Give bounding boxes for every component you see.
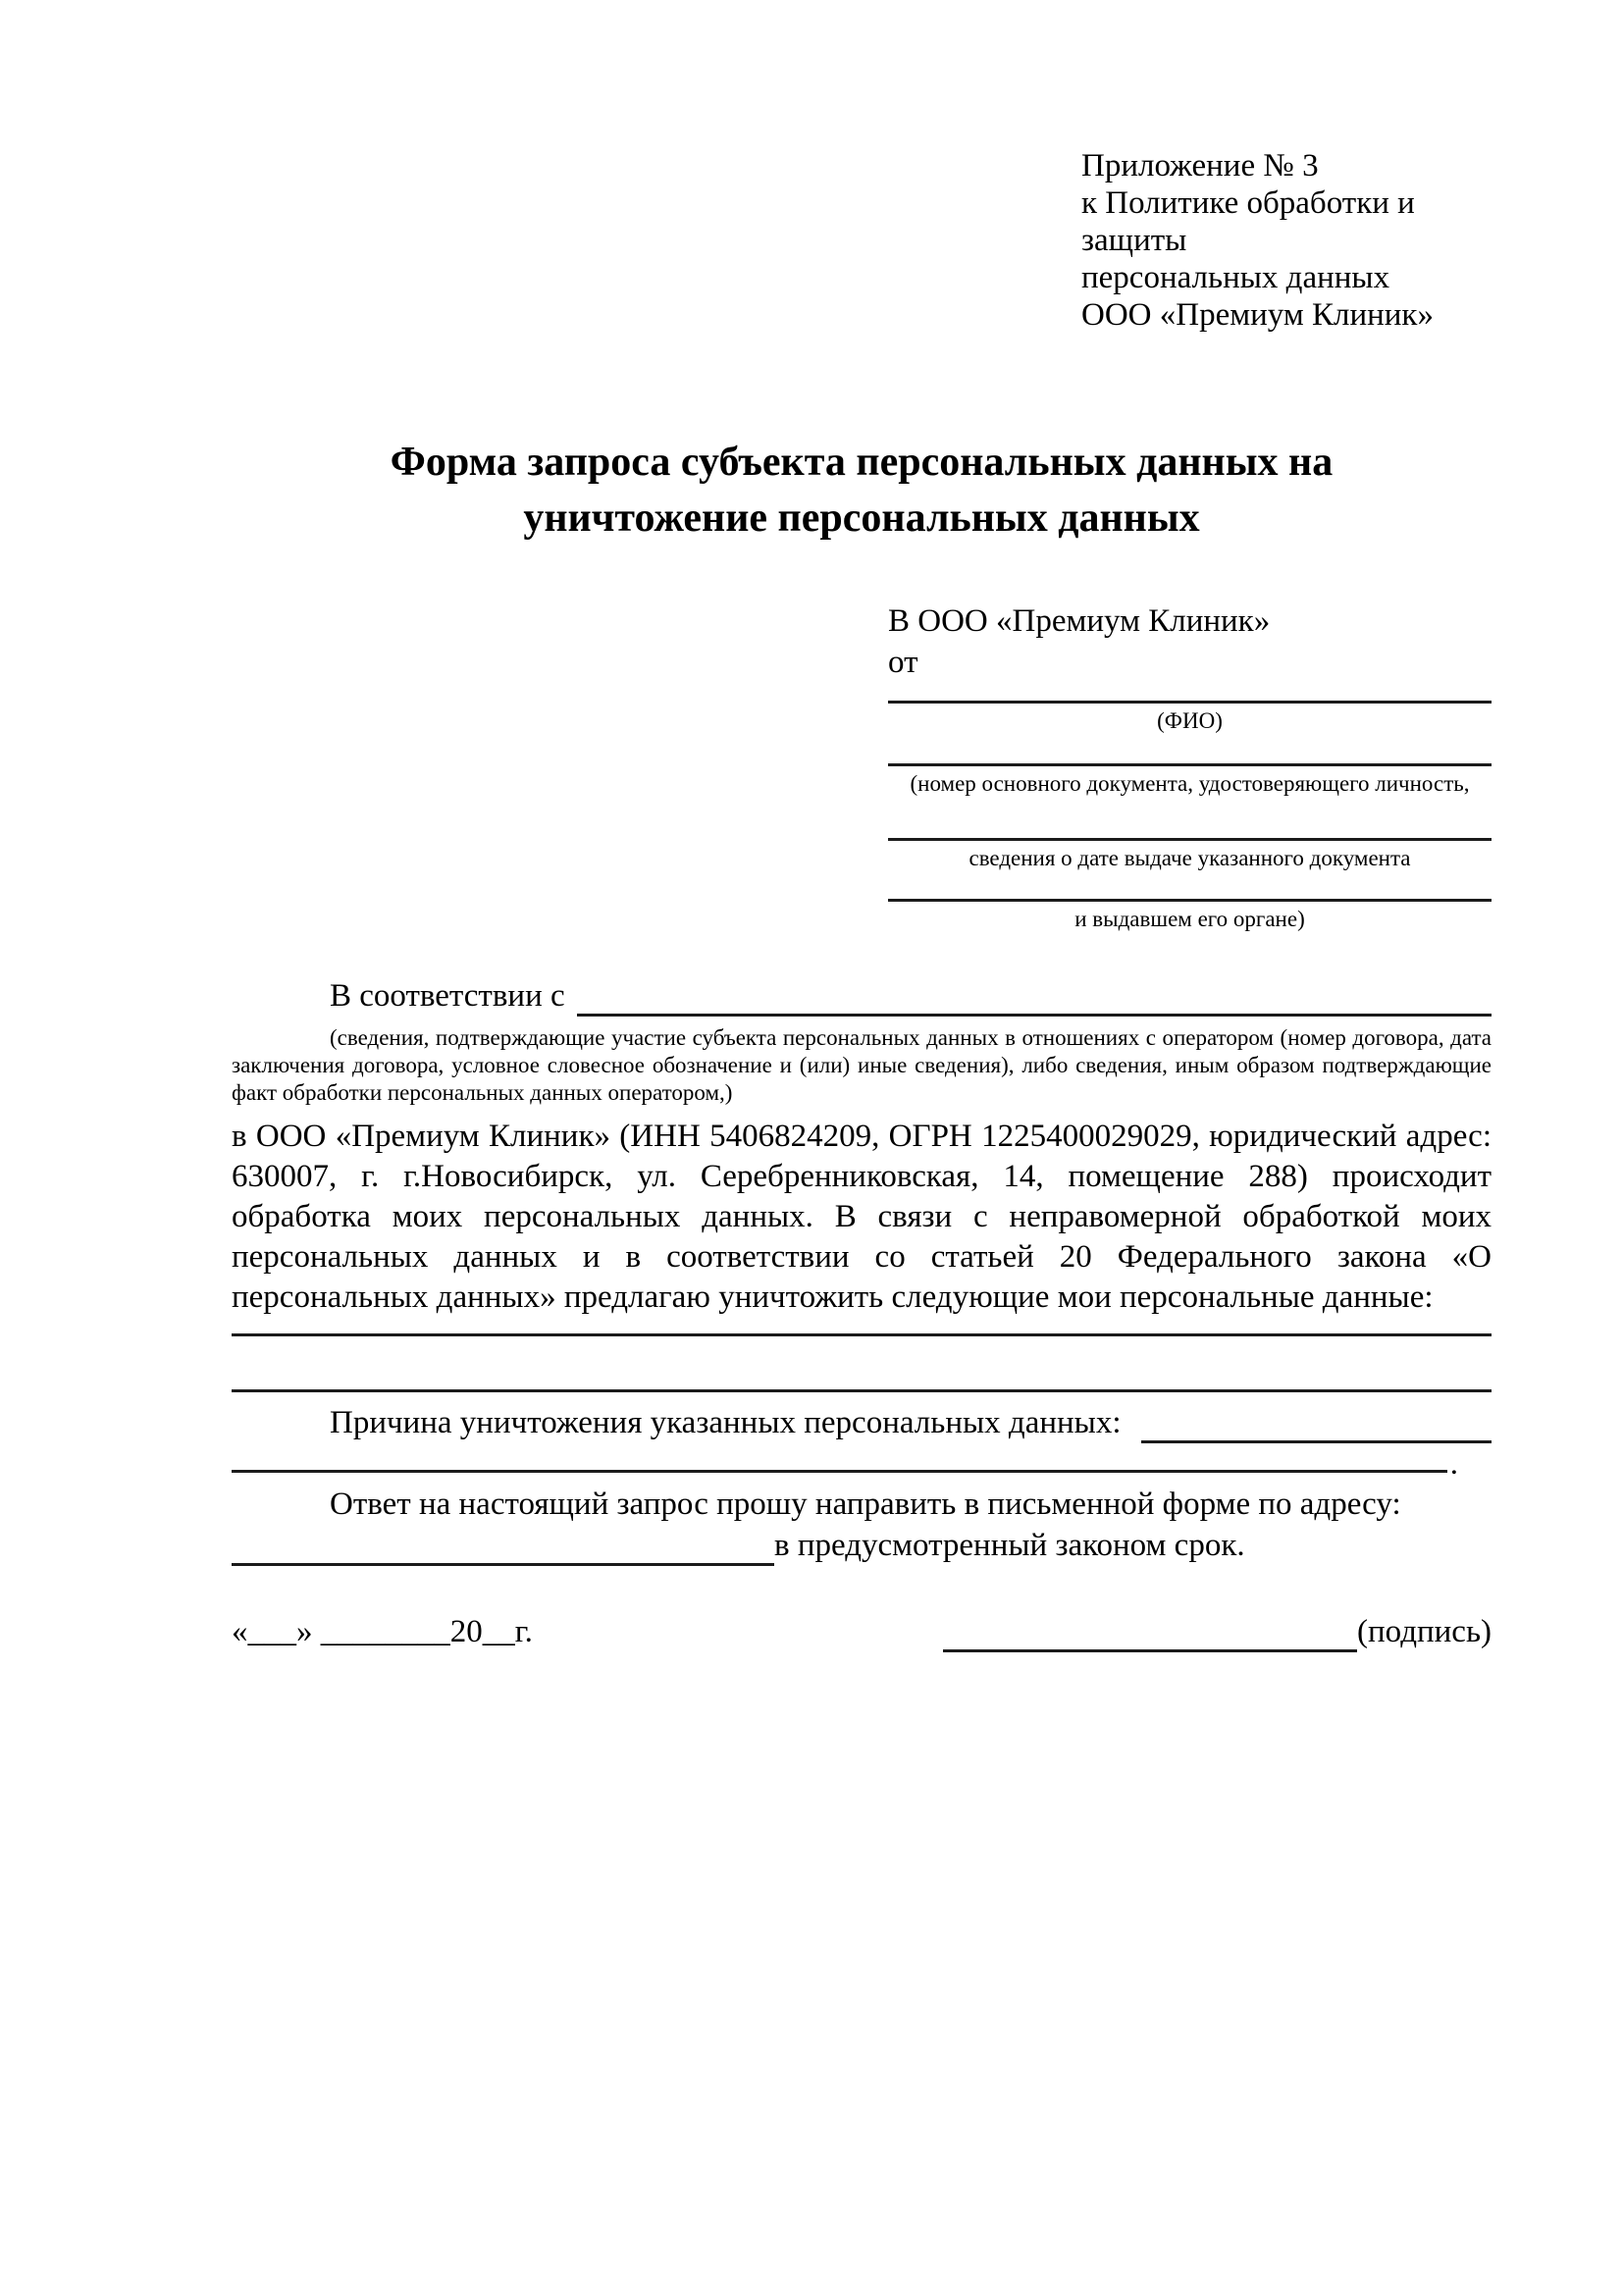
- fio-caption: (ФИО): [1157, 708, 1223, 733]
- date-blank-text: «___» ________20__г.: [232, 1614, 533, 1649]
- issue-date-caption: сведения о дате выдаче указанного документа: [969, 846, 1411, 870]
- response-paragraph: Ответ на настоящий запрос прошу направить в письменной форме по адресу:: [330, 1487, 1401, 1522]
- response-tail-text: в предусмотренный законом срок.: [774, 1528, 1245, 1563]
- appendix-line-3: персональных данных: [1081, 260, 1390, 295]
- appendix-block: [1081, 0, 1492, 334]
- personal-data-blank-line-1: [232, 1333, 1492, 1336]
- reason-row: [232, 1402, 1492, 1443]
- document-number-caption: (номер основного документа, удостоверяющего личность,: [910, 771, 1470, 796]
- main-paragraph: в ООО «Премиум Клиник» (ИНН 5406824209, ОГРН 1225400029029, юридический адрес: 630007, г. г.Новосибирск, ул. Серебренниковская, 14, помещение 288) происходит обработка моих персональных данных. В связи с неправомерной обработкой моих персональных данных и в соответствии со статьей 20 Федерального закона «О персональных данных» предлагаю уничтожить следующие мои персональные данные:: [232, 1119, 1492, 1315]
- addressee-from-label: от: [888, 645, 918, 680]
- response-address-row: [232, 1525, 1492, 1566]
- basis-caption: (сведения, подтверждающие участие субъекта персональных данных в отношениях с оператором (номер договора, дата заключения договора, условное словесное обозначение и (или) иные сведения), либо сведения, иным образом подтверждающие факт обработки персональных данных оператором,): [232, 1025, 1492, 1105]
- signature-group: [943, 1611, 1492, 1652]
- line-terminator: .: [1449, 1446, 1458, 1482]
- document-number-blank-line: [888, 763, 1492, 766]
- personal-data-blank-line-2: [232, 1389, 1492, 1392]
- form-title: Форма запроса субъекта персональных данных на уничтожение персональных данных: [390, 440, 1334, 541]
- reason-blank-line: [1141, 1402, 1492, 1443]
- issuing-authority-caption: и выдавшем его органе): [1074, 907, 1305, 931]
- basis-blank-line: [577, 975, 1492, 1017]
- basis-row: [232, 975, 1492, 1017]
- fio-blank-line: [888, 701, 1492, 704]
- signature-caption: (подпись): [1357, 1614, 1492, 1649]
- issuing-authority-blank-line: [888, 899, 1492, 902]
- signature-blank-line: [943, 1615, 1357, 1652]
- addressee-block: [888, 600, 1492, 932]
- addressee-to: В ООО «Премиум Клиник»: [888, 603, 1271, 639]
- issue-date-blank-line: [888, 838, 1492, 841]
- appendix-line-1: Приложение № 3: [1081, 148, 1319, 183]
- appendix-line-2: к Политике обработки и защиты: [1081, 185, 1415, 258]
- reason-continuation-row: [232, 1443, 1458, 1482]
- appendix-line-4: ООО «Премиум Клиник»: [1081, 297, 1434, 333]
- reason-label: Причина уничтожения указанных персональных данных:: [330, 1405, 1129, 1440]
- reason-blank-line-2: [232, 1470, 1447, 1473]
- basis-lead-text: В соответствии с: [330, 978, 565, 1014]
- address-blank-line: [232, 1529, 774, 1566]
- footer-row: [232, 1611, 1492, 1652]
